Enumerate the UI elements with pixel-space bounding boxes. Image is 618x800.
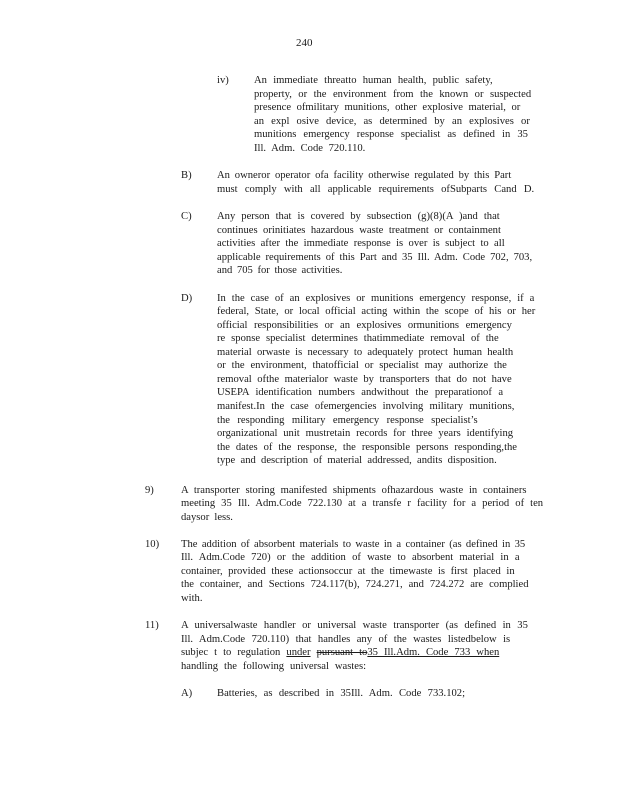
text-line: Ill. Adm.Code 720.110) that handles any of the wastes listedbelow is xyxy=(181,634,511,645)
item-label-b: B) xyxy=(181,170,192,181)
text-line: Ill. Adm. Code 720.110. xyxy=(254,143,366,154)
deleted-text: pursuant to xyxy=(316,647,368,658)
text-line: and 705 for those activities. xyxy=(217,265,343,276)
inserted-text: under xyxy=(286,647,311,658)
text-line: manifest.In the case ofemergencies involving military munitions, xyxy=(217,401,515,412)
text-line: presence ofmilitary munitions, other explosive material, or xyxy=(254,102,521,113)
text-line: an expl osive device, as determined by an explosives or xyxy=(254,116,530,127)
item-label-d: D) xyxy=(181,293,193,304)
text-line: The addition of absorbent materials to waste in a container (as defined in 35 xyxy=(181,539,526,550)
item-label-iv: iv) xyxy=(217,75,229,86)
inserted-text: 35 Ill.Adm. Code 733 when xyxy=(367,647,500,658)
text-line: official responsibilities or an explosives ormunitions emergency xyxy=(217,320,512,331)
text-line: must comply with all applicable requirements ofSubparts Cand D. xyxy=(217,184,535,195)
text-line: with. xyxy=(181,593,203,604)
text-line: applicable requirements of this Part and 35 Ill. Adm. Code 702, 703, xyxy=(217,252,533,263)
text-line: munitions emergency response specialist as defined in 35 xyxy=(254,129,528,140)
text-line: organizational unit mustretain records for three years identifying xyxy=(217,428,514,439)
text-line: activities after the immediate response is over is subject to all xyxy=(217,238,505,249)
text-line: Any person that is covered by subsection (g)(8)(A )and that xyxy=(217,211,500,222)
text-line: An immediate threatto human health, public safety, xyxy=(254,75,493,86)
text-line: An owneror operator ofa facility otherwise regulated by this Part xyxy=(217,170,512,181)
text-line xyxy=(181,646,499,660)
text-line: re sponse specialist determines thatimmediate removal of the xyxy=(217,333,499,344)
text-line: type and description of material addressed, andits disposition. xyxy=(217,455,497,466)
text-line: USEPA identification numbers andwithout the preparationof a xyxy=(217,387,504,398)
text-line: A universalwaste handler or universal waste transporter (as defined in 35 xyxy=(181,620,528,631)
item-label-9: 9) xyxy=(145,485,154,496)
text-line: Batteries, as described in 35Ill. Adm. Code 733.102; xyxy=(217,688,466,699)
text-line: daysor less. xyxy=(181,512,233,523)
text-line: the dates of the response, the responsible persons responding,the xyxy=(217,442,518,453)
text-segment: subjec t to regulation xyxy=(181,647,287,658)
text-line: material orwaste is necessary to adequately protect human health xyxy=(217,347,514,358)
text-line: or the environment, thatofficial or specialist may authorize the xyxy=(217,360,507,371)
text-line: the container, and Sections 724.117(b), 724.271, and 724.272 are complied xyxy=(181,579,529,590)
item-label-c: C) xyxy=(181,211,192,222)
item-label-11: 11) xyxy=(145,620,159,631)
text-line: handling the following universal wastes: xyxy=(181,661,367,672)
text-line: meeting 35 Ill. Adm.Code 722.130 at a transfe r facility for a period of ten xyxy=(181,498,544,509)
text-line: container, provided these actionsoccur at the timewaste is first placed in xyxy=(181,566,515,577)
text-line: In the case of an explosives or munitions emergency response, if a xyxy=(217,293,535,304)
text-line: removal ofthe materialor waste by transporters that do not have xyxy=(217,374,512,385)
item-label-a: A) xyxy=(181,688,193,699)
text-line: federal, State, or local official acting within the scope of his or her xyxy=(217,306,536,317)
text-line: Ill. Adm.Code 720) or the addition of waste to absorbent material in a xyxy=(181,552,520,563)
text-line: A transporter storing manifested shipments ofhazardous waste in containers xyxy=(181,485,527,496)
page-number: 240 xyxy=(296,37,313,49)
text-line: the responding military emergency response specialist’s xyxy=(217,415,478,426)
text-line: continues orinitiates hazardous waste treatment or containment xyxy=(217,225,501,236)
item-label-10: 10) xyxy=(145,539,160,550)
text-line: property, or the environment from the known or suspected xyxy=(254,89,532,100)
